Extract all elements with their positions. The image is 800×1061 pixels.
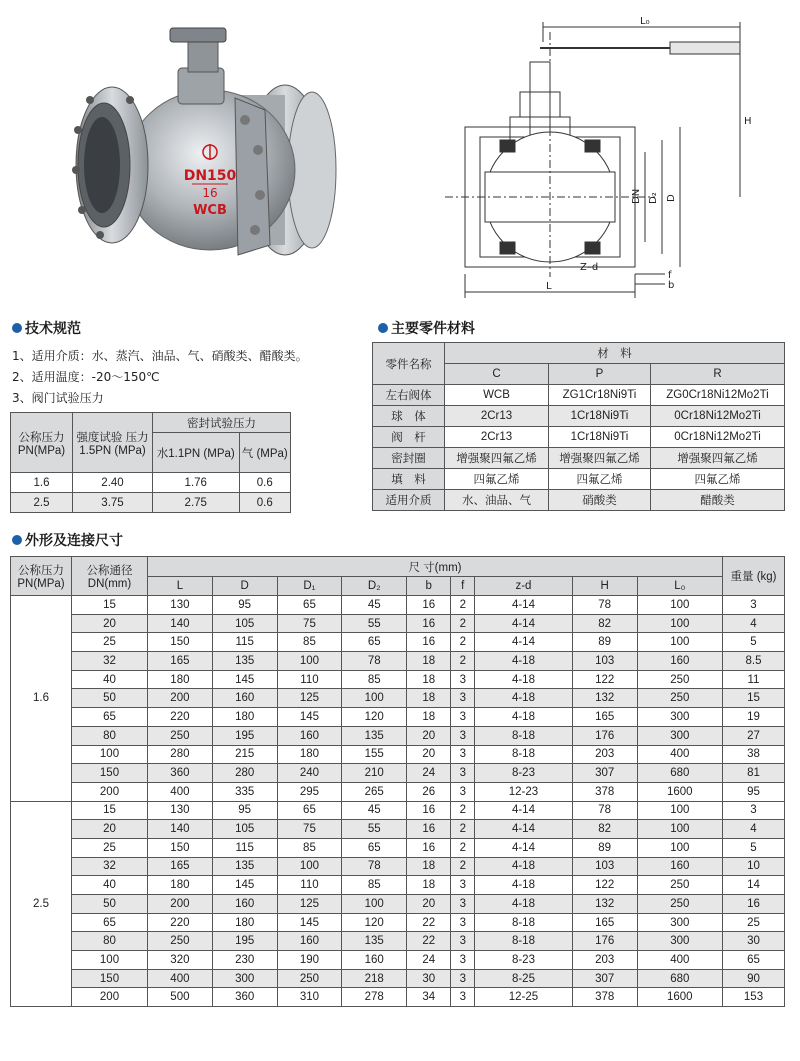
table-row: 20 140 105 75 55 16 2 4-14 82 100 4 (11, 614, 785, 633)
table-row: 密封圈 增强聚四氟乙烯 增强聚四氟乙烯 增强聚四氟乙烯 (373, 448, 785, 469)
spec-line-temperature: 2、适用温度：-20～150℃ (12, 370, 160, 384)
ball-valve-photo (60, 20, 350, 280)
label-f: f (668, 270, 672, 281)
col-strength: 强度试验 压力1.5PN (MPa) (73, 413, 153, 473)
table-row: 32 165 135 100 78 18 2 4-18 103 160 8.5 (11, 652, 785, 671)
size-header-cell: L₀ (637, 577, 722, 596)
table-row: 适用介质 水、油品、气 硝酸类 醋酸类 (373, 490, 785, 511)
col-seal-group: 密封试验压力 (153, 413, 291, 433)
size-header-cell: H (572, 577, 637, 596)
label-l0: L₀ (640, 16, 650, 27)
section-bullet-icon (12, 323, 22, 333)
size-header-cell: L (148, 577, 213, 596)
marking-pn: 16 (202, 186, 218, 200)
label-d2: D₂ (648, 192, 659, 204)
col-pn: 公称压力 PN(MPa) (11, 557, 72, 596)
pn-group-cell: 1.6 (11, 596, 72, 802)
table-row: 左右阀体 WCB ZG1Cr18Ni9Ti ZG0Cr18Ni12Mo2Ti (373, 385, 785, 406)
table-row: 1.6 2.40 1.76 0.6 (11, 473, 291, 493)
col-size-group: 尺 寸(mm) (148, 557, 723, 577)
tech-spec-title: 技术规范 (12, 318, 81, 338)
size-header-cell: D₂ (342, 577, 407, 596)
table-row: 20 140 105 75 55 16 2 4-14 82 100 4 (11, 820, 785, 839)
table-row: 100 320 230 190 160 24 3 8-23 203 400 65 (11, 951, 785, 970)
spec-line-test-pressure: 3、阀门试验压力 (12, 391, 104, 405)
table-row: 40 180 145 110 85 18 3 4-18 122 250 14 (11, 876, 785, 895)
col-gas: 气 (MPa) (239, 433, 291, 473)
table-row: 球 体 2Cr13 1Cr18Ni9Ti 0Cr18Ni12Mo2Ti (373, 406, 785, 427)
materials-table: 零件名称 材 料 C P R 左右阀体 WCB ZG1Cr18Ni9Ti ZG0Cr18Ni12Mo2Ti 球 体 2Cr13 1Cr18Ni9Ti 0Cr18Ni12Mo2Ti 阀 杆 2Cr13 1Cr18Ni9Ti 0Cr18Ni12Mo2Ti 密封圈 增强聚四氟乙烯 增强聚四氟乙烯 增强聚四氟乙烯 填 料 四氟乙烯 四氟乙烯 四氟乙烯 适用介质 水、油品、气 硝酸类 醋酸类 (372, 342, 785, 511)
col-dn: 公称通径 DN(mm) (72, 557, 148, 596)
table-row: 填 料 四氟乙烯 四氟乙烯 四氟乙烯 (373, 469, 785, 490)
size-header-cell: b (407, 577, 451, 596)
size-header-cell: f (451, 577, 475, 596)
table-row: 25 150 115 85 65 16 2 4-14 89 100 5 (11, 838, 785, 857)
left-flange (72, 87, 148, 243)
col-part: 零件名称 (373, 343, 445, 385)
size-header-cell: z-d (475, 577, 573, 596)
table-row: 阀 杆 2Cr13 1Cr18Ni9Ti 0Cr18Ni12Mo2Ti (373, 427, 785, 448)
size-header-cell: D (212, 577, 277, 596)
table-row: 50 200 160 125 100 20 3 4-18 132 250 16 (11, 895, 785, 914)
col-material: 材 料 (445, 343, 785, 364)
table-row: 50 200 160 125 100 18 3 4-18 132 250 15 (11, 689, 785, 708)
test-pressure-table (10, 412, 291, 513)
table-row: 150 360 280 240 210 24 3 8-23 307 680 81 (11, 764, 785, 783)
dimensions-table-body (11, 596, 785, 1007)
table-row: 2.5 15 130 95 65 45 16 2 4-14 78 100 3 (11, 801, 785, 820)
table-row: 65 220 180 145 120 18 3 4-18 165 300 19 (11, 708, 785, 727)
col-water: 水1.1PN (MPa) (153, 433, 240, 473)
marking-dn: DN150 (183, 168, 237, 184)
tech-spec-lines (12, 346, 308, 409)
table-row: 200 500 360 310 278 34 3 12-25 378 1600 153 (11, 988, 785, 1007)
table-row: 2.5 3.75 2.75 0.6 (11, 493, 291, 513)
col-weight: 重量 (kg) (723, 557, 785, 596)
table-row: 65 220 180 145 120 22 3 8-18 165 300 25 (11, 913, 785, 932)
table-row: 200 400 335 295 265 26 3 12-23 378 1600 95 (11, 782, 785, 801)
materials-title: 主要零件材料 (378, 318, 475, 338)
table-row: 1.6 15 130 95 65 45 16 2 4-14 78 100 3 (11, 596, 785, 615)
label-b: b (668, 280, 675, 291)
size-header-cell: D₁ (277, 577, 342, 596)
pn-group-cell: 2.5 (11, 801, 72, 1007)
table-row: 40 180 145 110 85 18 3 4-18 122 250 11 (11, 670, 785, 689)
section-bullet-icon (12, 535, 22, 545)
section-bullet-icon (378, 323, 388, 333)
label-d: D (666, 194, 677, 202)
col-pn: 公称压力 PN(MPa) (11, 413, 73, 473)
table-row: 25 150 115 85 65 16 2 4-14 89 100 5 (11, 633, 785, 652)
marking-material: WCB (193, 203, 227, 218)
table-row: 80 250 195 160 135 20 3 8-18 176 300 27 (11, 726, 785, 745)
valve-dimension-drawing (440, 12, 790, 302)
label-zd: Z–d (580, 262, 599, 273)
label-l: L (546, 281, 552, 292)
table-row: 80 250 195 160 135 22 3 8-18 176 300 30 (11, 932, 785, 951)
table-row: 32 165 135 100 78 18 2 4-18 103 160 10 (11, 857, 785, 876)
spec-line-medium: 1、适用介质：水、蒸汽、油品、气、硝酸类、醋酸类。 (12, 349, 308, 363)
table-row: 100 280 215 180 155 20 3 8-18 203 400 38 (11, 745, 785, 764)
table-row: 150 400 300 250 218 30 3 8-25 307 680 90 (11, 969, 785, 988)
dimensions-title: 外形及连接尺寸 (12, 530, 123, 550)
handle-stub (170, 28, 226, 42)
label-h: H (744, 116, 752, 127)
dimensions-table (10, 556, 785, 1007)
label-dn: DN (631, 188, 642, 204)
materials-table-body (373, 385, 785, 511)
